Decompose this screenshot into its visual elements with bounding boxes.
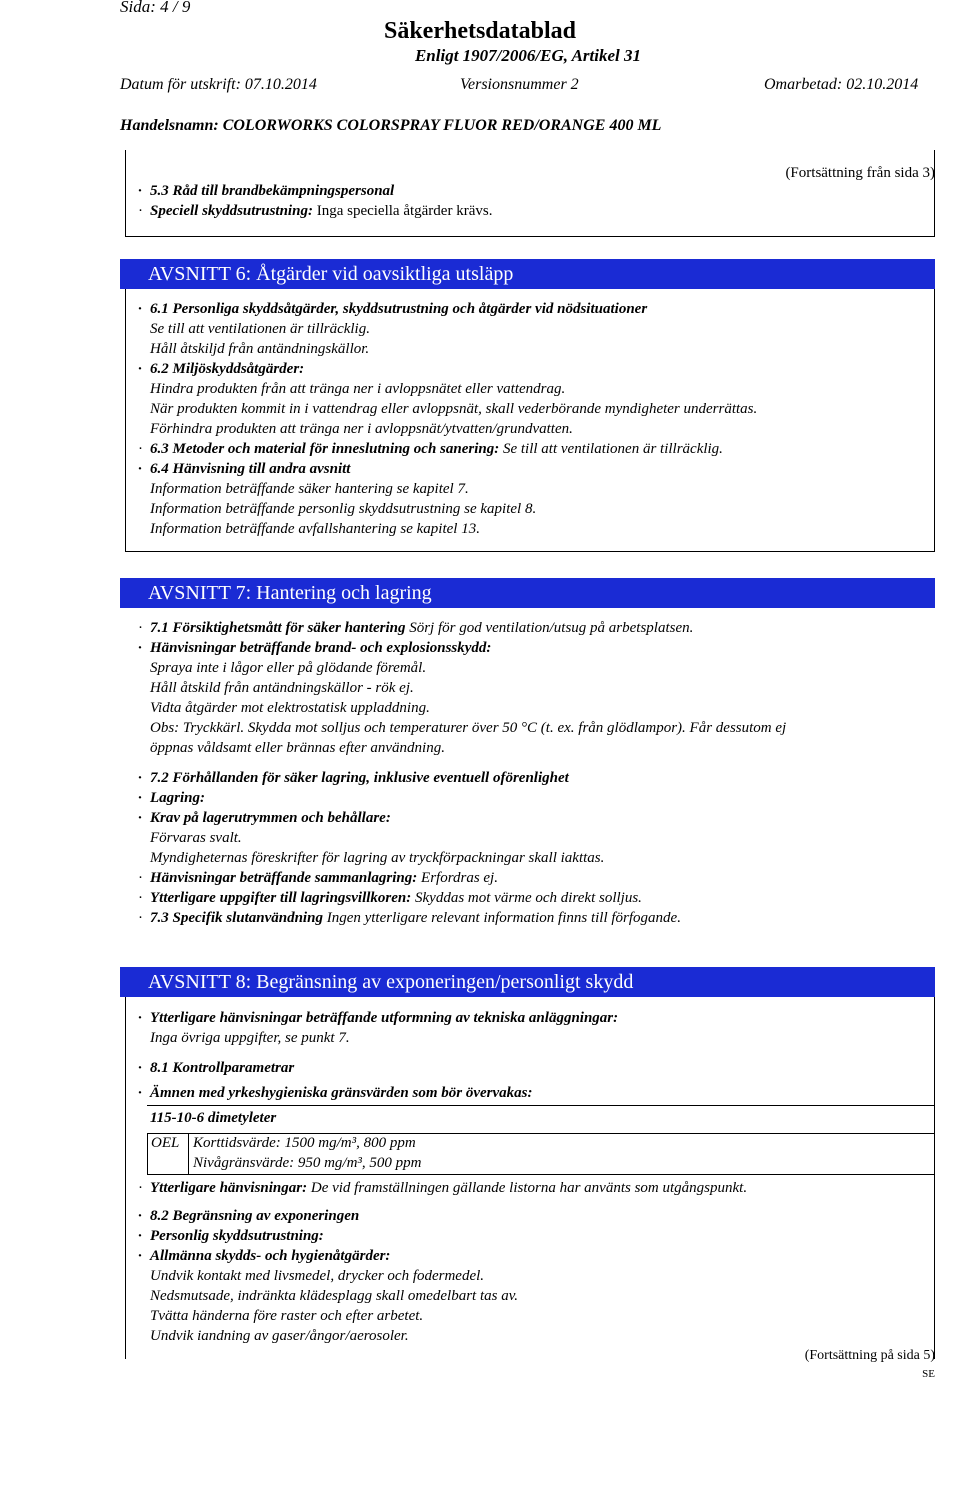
trade-name: Handelsnamn: COLORWORKS COLORSPRAY FLUOR RED/ORANGE 400 ML <box>120 117 662 134</box>
sec7-2-text-b: Myndigheternas föreskrifter för lagring av tryckförpackningar skall iakttas. <box>150 850 605 866</box>
sec7-1-text-e: öppnas våldsamt eller brännas efter användning. <box>150 740 445 756</box>
continued-from: (Fortsättning från sida 3) <box>785 165 935 181</box>
oel-long-term: Nivågränsvärde: 950 mg/m³, 500 ppm <box>193 1155 422 1171</box>
sec7-3-line: · 7.3 Specifik slutanvändning Ingen ytterligare relevant information finns till förfogande. <box>150 910 681 927</box>
sec8-2-text-c: Tvätta händerna före raster och efter arbetet. <box>150 1308 424 1324</box>
sec6-1-text-b: Håll åtskiljd från antändningskällor. <box>150 341 370 357</box>
sec8-tech-heading: · Ytterligare hänvisningar beträffande utformning av tekniska anläggningar: <box>150 1010 618 1027</box>
sec8-2-heading: · 8.2 Begränsning av exponeringen <box>150 1208 359 1225</box>
sec6-2-text-b: När produkten kommit in i vattendrag eller avloppsnät, skall vederbörande myndigheter underrättas. <box>150 401 758 417</box>
sec7-1-text-a: Spraya inte i lågor eller på glödande föremål. <box>150 660 427 676</box>
substance-name: 115-10-6 dimetyleter <box>150 1110 277 1126</box>
sec7-1-text-b: Håll åtskild från antändningskällor - rök ej. <box>150 680 414 696</box>
page-number: Sida: 4 / 9 <box>120 0 191 16</box>
section6-header: AVSNITT 6: Åtgärder vid oavsiktliga utsläpp <box>120 259 935 289</box>
section8-header: AVSNITT 8: Begränsning av exponeringen/personligt skydd <box>120 967 935 997</box>
sec6-2-text-a: Hindra produkten från att tränga ner i avloppsnätet eller vattendrag. <box>150 381 566 397</box>
section8-box <box>125 997 935 1359</box>
continued-to: (Fortsättning på sida 5) <box>804 1348 935 1363</box>
sec7-2-requirements: · Krav på lagerutrymmen och behållare: <box>150 810 391 827</box>
sec8-2-text-a: Undvik kontakt med livsmedel, drycker och fodermedel. <box>150 1268 485 1284</box>
sec8-2-text-b: Nedsmutsade, indränkta klädesplagg skall omedelbart tas av. <box>150 1288 519 1304</box>
sec6-4-text-c: Information beträffande avfallshantering se kapitel 13. <box>150 521 480 537</box>
document-subtitle: Enligt 1907/2006/EG, Artikel 31 <box>414 46 642 65</box>
sec6-4-text-a: Information beträffande säker hantering se kapitel 7. <box>150 481 469 497</box>
sec7-2-conditions: · Ytterligare uppgifter till lagringsvillkoren: Skyddas mot värme och direkt solljus. <box>150 890 642 907</box>
sec7-2-text-a: Förvaras svalt. <box>150 830 242 846</box>
sec6-2-text-c: Förhindra produkten att tränga ner i avloppsnät/ytvatten/grundvatten. <box>150 421 573 437</box>
sec7-2-storage: · Lagring: <box>150 790 205 807</box>
sec8-1-substances-heading: · Ämnen med yrkeshygieniska gränsvärden som bör övervakas: <box>150 1085 533 1102</box>
oel-label: OEL <box>151 1135 180 1151</box>
sec8-2-ppe: · Personlig skyddsutrustning: <box>150 1228 324 1245</box>
sec5-heading: · 5.3 Råd till brandbekämpningspersonal <box>150 183 394 200</box>
sec8-tech-text: Inga övriga uppgifter, se punkt 7. <box>150 1030 350 1046</box>
revision-date: Omarbetad: 02.10.2014 <box>764 76 919 93</box>
sec7-1-line: · 7.1 Försiktighetsmått för säker hantering Sörj för god ventilation/utsug på arbetsplatsen. <box>150 620 693 637</box>
print-date: Datum för utskrift: 07.10.2014 <box>120 76 317 93</box>
oel-short-term: Korttidsvärde: 1500 mg/m³, 800 ppm <box>193 1135 416 1151</box>
sec8-2-text-d: Undvik iandning av gaser/ångor/aerosoler. <box>150 1328 409 1344</box>
sec7-2-heading: · 7.2 Förhållanden för säker lagring, inklusive eventuell oförenlighet <box>150 770 569 787</box>
sec8-additional: · Ytterligare hänvisningar: De vid framställningen gällande listorna har använts som utgångspunkt. <box>150 1180 747 1197</box>
sec7-1-text-c: Vidta åtgärder mot elektrostatisk uppladdning. <box>150 700 430 716</box>
language-code: SE <box>922 1368 935 1380</box>
sec8-2-hygiene: · Allmänna skydds- och hygienåtgärder: <box>150 1248 390 1265</box>
sec6-1-text-a: Se till att ventilationen är tillräcklig. <box>150 321 370 337</box>
sec6-3-line: · 6.3 Metoder och material för inneslutning och sanering: Se till att ventilationen är tillräcklig. <box>150 441 723 458</box>
sec6-2-heading: · 6.2 Miljöskyddsåtgärder: <box>150 361 304 378</box>
sec8-1-heading: · 8.1 Kontrollparametrar <box>150 1060 294 1077</box>
sec7-1-fire-heading: · Hänvisningar beträffande brand- och explosionsskydd: <box>150 640 491 657</box>
sec6-4-text-b: Information beträffande personlig skyddsutrustning se kapitel 8. <box>150 501 537 517</box>
sec5-equipment: · Speciell skyddsutrustning: Inga speciella åtgärder krävs. <box>150 203 492 220</box>
version-number: Versionsnummer 2 <box>460 76 579 93</box>
sec6-4-heading: · 6.4 Hänvisning till andra avsnitt <box>150 461 350 478</box>
section7-header: AVSNITT 7: Hantering och lagring <box>120 578 935 608</box>
sec7-2-co-storage: · Hänvisningar beträffande sammanlagring: Erfordras ej. <box>150 870 498 887</box>
document-title: Säkerhetsdatablad <box>383 18 577 44</box>
sec6-1-heading: · 6.1 Personliga skyddsåtgärder, skyddsutrustning och åtgärder vid nödsituationer <box>150 301 647 318</box>
sec7-1-text-d: Obs: Tryckkärl. Skydda mot solljus och temperaturer över 50 °C (t. ex. från glödlampor). Får dessutom ej <box>150 720 787 736</box>
